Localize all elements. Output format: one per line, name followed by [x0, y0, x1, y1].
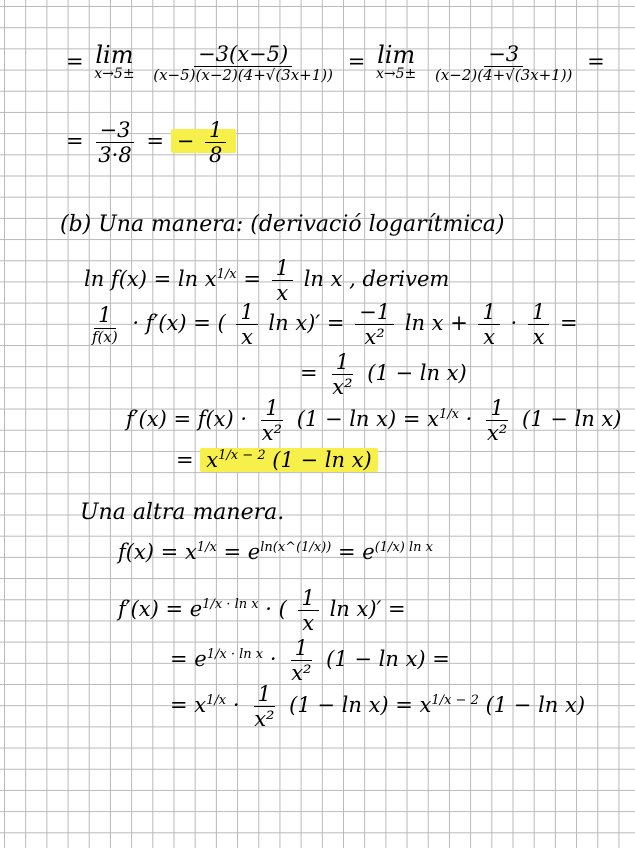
highlighted-result: $x^{1/x - 2}$ (1 − ln x)	[200, 448, 377, 472]
limit-line-1	[66, 42, 605, 84]
limit-operator: lim x→5±	[94, 41, 135, 83]
equals-sign: =	[347, 49, 366, 74]
exp-rewrite-line: $f(x) = x^{1/x} = e^{ln(x\^{}(1/x))} = e^{(1/x) ln x}$	[118, 540, 434, 564]
limit-operator: lim x→5±	[375, 41, 417, 83]
log-line: $\ln f(x) = \ln x^{1/x}$ = $\frac{1}{x}$ ln x , derivem	[84, 256, 450, 306]
equals-sign: =	[66, 49, 84, 74]
part-b-heading: (b) Una manera: (derivació logarítmica)	[60, 212, 505, 237]
part-c-heading: Una altra manera.	[80, 500, 285, 525]
derivative-line: $\frac{1}{f(x)}$ · f′(x) = ( $\frac{1}{x}$ ln x)′ = $\frac{-1}{\text{x²}}$ ln x + $\frac{1}{x}$ · $\frac{1}{x}$ =	[92, 300, 578, 350]
f-prime-line: f′(x) = f(x) · $\frac{1}{\text{x²}}$ $(1 - \ln x) = x^{1/x}$ · $\frac{1}{\text{x²}}$ (1 − ln x)	[126, 396, 622, 446]
exp-result-line: = $x^{1/x}$ · $\frac{1}{\text{x²}}$ $(1 - \ln x) = x^{1/x - 2}$ (1 − ln x)	[170, 682, 586, 732]
exp-simplify-line: = $e^{1/x \cdot ln x}$ · $\frac{1}{\text{x²}}$ (1 − ln x) =	[170, 636, 450, 686]
result-b-line: = $x^{1/x - 2}$ (1 − ln x)	[176, 448, 378, 472]
limit-fraction-2: $\frac{-3}{(x-2)(4+√(3x+1))}$	[434, 42, 573, 85]
limit-result-line: = $\frac{-3}{3\cdot 8}$ = − $\frac{1}{8}$	[66, 118, 236, 167]
highlighted-answer: − $\frac{1}{8}$	[171, 129, 237, 153]
limit-fraction-1: $\frac{-3(x-5)}{(x-5)(x-2)(4+√(3x+1))}$	[153, 42, 333, 85]
simplified-line: = $\frac{1}{\text{x²}}$ (1 − ln x)	[300, 350, 467, 400]
exp-derivative-line: $f'(x) = e^{1/x \cdot ln x}$ · ( $\frac{1}{x}$ ln x)′ =	[118, 586, 406, 636]
equals-sign: =	[587, 49, 605, 74]
result-fraction: $\frac{-3}{3\cdot 8}$	[94, 118, 135, 167]
